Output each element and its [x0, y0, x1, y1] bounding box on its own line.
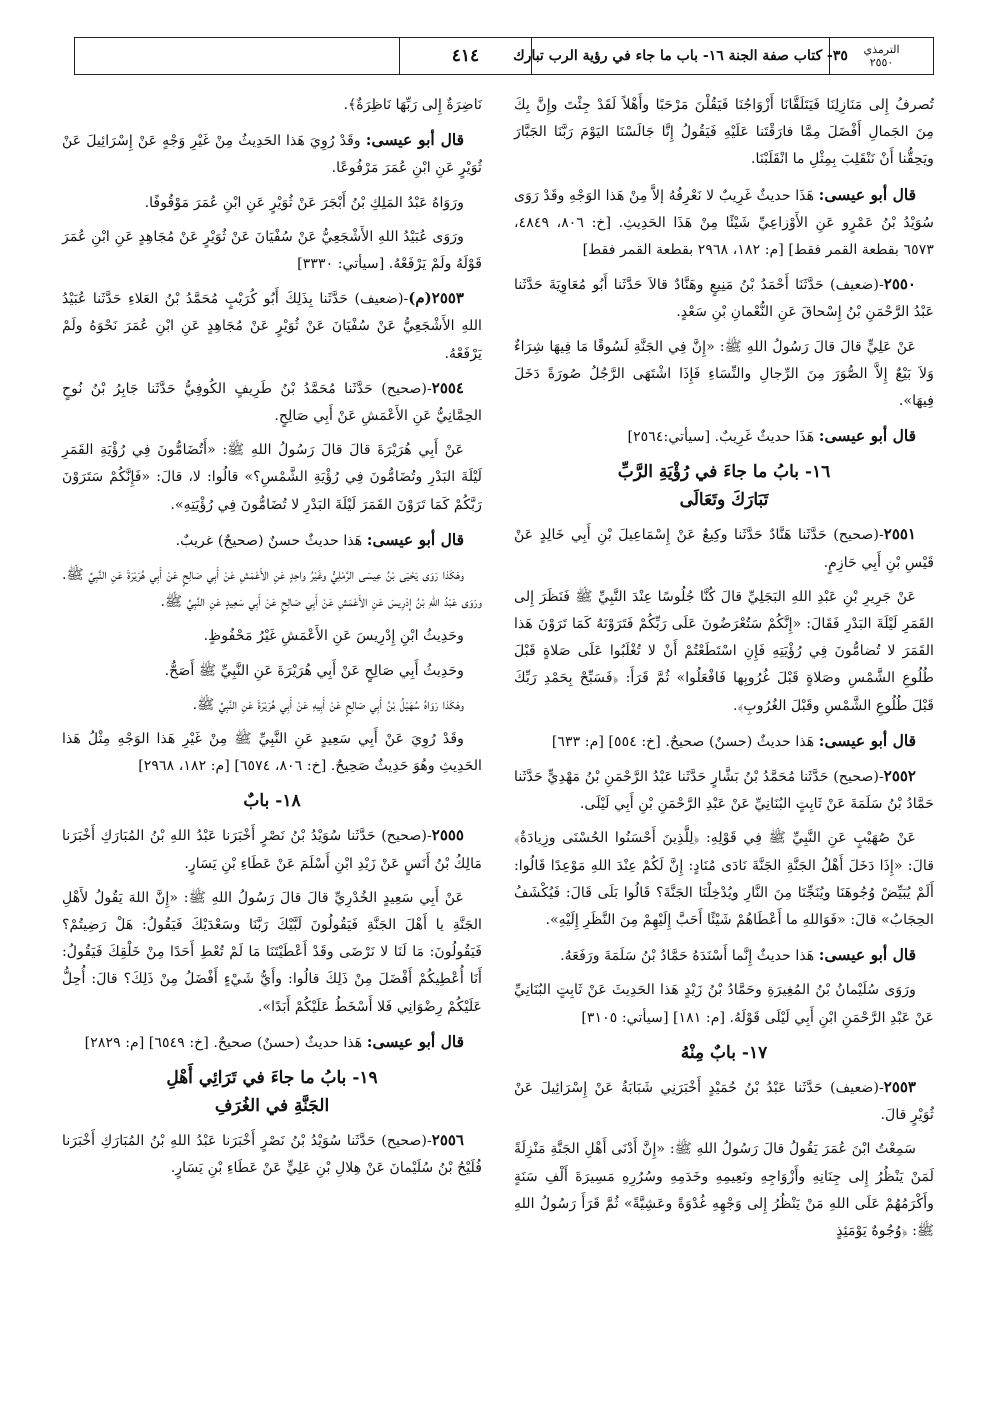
running-title: ٣٥- كتاب صفة الجنة ١٦- باب ما جاء في رؤية الرب تبارك — [531, 38, 829, 74]
hadith-text: عَنْ عَلِيٍّ قالَ قالَ رَسُولُ اللهِ ﷺ: «إِنَّ فِي الجَنَّةِ لَسُوقًا مَا فِيهَا شِرَاءٌ وَلاَ بَيْعٌ إِلاَّ الصُّوَرَ مِنَ الرِّجالِ والنِّسَاءِ فَإِذَا اشْتَهَى الرَّجُلُ صُورَةً دَخَلَ فِيهَا». — [514, 338, 934, 410]
hadith-text: عَنْ جَرِيرِ بْنِ عَبْدِ اللهِ البَجَلِيِّ قالَ كُنَّا جُلُوسًا عِنْدَ النَّبِيِّ ﷺ فَنَظَرَ إِلى القَمَرِ لَيْلَةَ البَدْرِ فَقَالَ: «إِنَّكُمْ سَتُعْرَضُونَ عَلَى رَبِّكُمْ فَتَرَوْنَهُ كَمَا تَرَوْنَ هَذا القَمَرَ لا تُضامُّونَ فِي رُؤْيَتِهِ فَإِنِ اسْتَطَعْتُمْ أَنْ لا تُغْلَبُوا عَلَى صَلاةٍ قَبْلَ طُلُوعِ الشَّمْسِ وصَلاةٍ قَبْلَ غُرُوبِها فَافْعَلُوا» ثُمَّ قَرَأَ: ﴿فَسَبِّحْ بِحَمْدِ رَبِّكَ قَبْلَ طُلُوعِ الشَّمْسِ وقَبْلَ الغُرُوبِ﴾. — [514, 588, 934, 714]
hadith-isnad — [62, 1127, 482, 1182]
hadith-grade — [514, 727, 934, 756]
hadith-isnad — [514, 521, 934, 576]
right-column — [514, 92, 934, 1382]
isnad-text: -(صحيح) حَدَّثَنا هَنَّادٌ حَدَّثَنا وكِيعٌ عَنْ إِسْمَاعِيلَ بْنِ أَبِي خَالِدٍ عَنْ قَيْسِ بْنِ أَبِي حَازِمٍ. — [514, 527, 934, 571]
comment-text: وقَدْ رُوِيَ هَذا الحَدِيثُ مِنْ غَيْرِ وَجْهٍ عَنْ إِسْرَائِيلَ عَنْ ثُوَيْرٍ عَنِ ابْنِ عُمَرَ مَرْفُوعًا. — [62, 133, 482, 177]
hadith-text: عَنْ أَبِي سَعِيدٍ الخُدْرِيِّ قالَ قالَ رَسُولُ اللهِ ﷺ: «إِنَّ اللهَ يَقُولُ لأَهْلِ الجَنَّةِ يا أَهْلَ الجَنَّةِ فَيَقُولُونَ لَبَّيْكَ رَبَّنَا وسَعْدَيْكَ فَيَقُولُ: هَلْ رَضِيتُمْ؟ فَيَقُولُونَ: مَا لَنَا لا نَرْضَى وقَدْ أَعْطَيْتَنَا مَا لَمْ تُعْطِ أَحَدًا مِنْ خَلْقِكَ فَيَقُولُ: أَنَا أُعْطِيكُمْ أَفْضَلَ مِنْ ذَلِكَ قالُوا: وأَيُّ شَيْءٍ أَفْضَلُ مِنْ ذَلِكَ؟ قالَ: أُحِلُّ عَلَيْكُمْ رِضْوَانِي فَلا أَسْخَطُ عَلَيْكُمْ أَبَدًا». — [62, 889, 482, 1015]
chapter-heading: ١٧- بابٌ مِنْهُ — [680, 1042, 768, 1063]
comment-text: هَذَا حديثٌ غَرِيبٌ لا نَعْرِفُهُ إلاَّ مِنْ هَذا الوَجْهِ وقَدْ رَوَى سُوَيْدُ بْنُ عَمْرٍو عَنِ الأَوْزاعِيِّ شَيْئًا مِنْ هَذَا الحَدِيثِ. [خ: ٨٠٦، ٤٨٤٩، ٦٥٧٣ بقطعة القمر فقط] [م: ١٨٢، ٢٩٦٨ بقطعة القمر فقط] — [514, 187, 934, 259]
paragraph — [514, 181, 934, 265]
hadith-grade — [62, 1028, 482, 1057]
isnad-text: -(صحيح) حَدَّثَنا سُوَيْدُ بْنُ نَصْرٍ أَخْبَرَنا عَبْدُ اللهِ بْنُ المُبَارَكِ أَخْبَرَنا فُلَيْحُ بْنُ سُلَيْمانَ عَنْ هِلالِ بْنِ عَلِيٍّ عَنْ عَطَاءِ بْنِ يَسَارٍ. — [62, 1133, 482, 1177]
grade-text: هَذا حديثٌ (حسنٌ) صحيحٌ. [خ: ٦٥٤٩] [م: ٢٨٢٩] — [84, 1034, 367, 1051]
paragraph: ورَوَى سُلَيْمانُ بْنُ المُغِيرَةِ وحَمَّادُ بْنُ زَيْدٍ هَذا الحَدِيثَ عَنْ ثَابِتٍ البُنَانِيِّ عَنْ عَبْدِ الرَّحْمَنِ ابْنِ أَبِي لَيْلَى قَوْلَهُ. [م: ١٨١] [سيأتي: ٣١٠٥] — [514, 982, 934, 1026]
isnad-text: -(صحيح) حَدَّثَنا مُحَمَّدُ بْنُ بَشَّارٍ حَدَّثَنا عَبْدُ الرَّحْمَنِ بْنُ مَهْدِيٍّ حَدَّثَنا حَمَّادُ بْنُ سَلَمَةَ عَنْ ثَابِتٍ البُنَانِيِّ عَنْ عَبْدِ الرَّحْمَنِ بْنِ أَبِي لَيْلَى. — [514, 769, 934, 813]
hadith-isnad — [62, 375, 482, 430]
paragraph: تُصرفُ إِلى مَنَازِلِنَا فَيَتَلَقَّانَا أَزْوَاجُنَا فَيَقُلْنَ مَرْحَبًا وأَهْلاً لَقَدْ جِئْتَ وإِنَّ بِكَ مِنَ الجَمالِ أَفْضَلَ مِمَّا فارَقْتَنا عَلَيْهِ فَيَقُولُ إِنَّا جَالَسْنَا اليَوْمَ رَبَّنَا الجَبَّارَ ويَحِقُّنا أَنْ نَنْقَلِبَ بِمِثْلِ ما انْقَلَبْنَا. — [514, 97, 934, 168]
hadith-number: ٢٥٥٥ — [431, 826, 464, 845]
abu-isa-label: قال أبو عيسى: — [818, 945, 916, 965]
left-column — [62, 92, 482, 1382]
isnad-text: -(ضعيف) حَدَّثَنا عَبْدُ بْنُ حُمَيْدٍ أَخْبَرَنِي شَبَابَةُ عَنْ إِسْرَائِيلَ عَنْ ثُوَيْرٍ قالَ. — [514, 1079, 934, 1124]
hadith-text: عَنْ أَبِي هُرَيْرَةَ قالَ قالَ رَسُولُ اللهِ ﷺ: «أَتُضَامُّونَ فِي رُؤْيَةِ القَمَرِ لَيْلَةَ البَدْرِ وتُضَامُّونَ فِي رُؤْيَةِ الشَّمْسِ؟» قالُوا: لا، قالَ: «فَإِنَّكُمْ سَتَرَوْنَ رَبَّكُمْ كَمَا تَرَوْنَ القَمَرَ لَيْلَةَ البَدْرِ لا تُضَامُّونَ فِي رُؤْيَتِهِ». — [62, 442, 482, 513]
hadith-isnad — [62, 822, 482, 877]
paragraph: وهَكَذا رَوَاهُ سُهَيْلُ بْنُ أَبِي صَالِحٍ عَنْ أَبِيهِ عَنْ أَبِي هُرَيْرَةَ عَنِ النَّبِيِّ ﷺ. — [192, 696, 464, 713]
hadith-grade — [62, 526, 482, 555]
hadith-number: ٢٥٥٢ — [883, 767, 916, 786]
hadith-text: عَنْ صُهَيْبٍ عَنِ النَّبِيِّ ﷺ فِي قَوْلِهِ: ﴿لِلَّذِينَ أَحْسَنُوا الحُسْنَى وزِيادَةٌ﴾ قالَ: «إِذَا دَخَلَ أَهْلُ الجَنَّةِ الجَنَّةَ نَادَى مُنَادٍ: إِنَّ لَكُمْ عِنْدَ اللهِ مَوْعِدًا قَالُوا: أَلَمْ يُبَيِّضْ وُجُوهَنَا ويُنَجِّنَا مِنَ النَّارِ ويُدْخِلْنَا الجَنَّةَ؟ قَالُوا بَلَى قَالَ: فَيُكْشَفُ الحِجَابُ» قالَ: «فَوَاللهِ ما أَعْطَاهُمْ شَيْئًا أَحَبَّ إِلَيْهِمْ مِنَ النَّظَرِ إِلَيْهِ». — [514, 830, 934, 929]
chapter-title-line: الجَنَّةِ في الغُرَفِ — [214, 1096, 330, 1117]
grade-text: هَذَا حديثٌ غَرِيبٌ. [سيأتي:٢٥٦٤] — [627, 429, 819, 446]
hadith-number: ٢٥٥٤ — [431, 378, 464, 397]
isnad-text: -(صحيح) حَدَّثَنا سُوَيْدُ بْنُ نَصْرٍ أَخْبَرَنا عَبْدُ اللهِ بْنُ المُبَارَكِ أَخْبَرَنا مَالِكُ بْنُ أَنَسٍ عَنْ زَيْدِ ابْنِ أَسْلَمَ عَنْ عَطَاءِ بْنِ يَسَارٍ. — [62, 828, 482, 872]
grade-text: هَذا حديثٌ حسنٌ (صحيحٌ) غريبٌ. — [175, 532, 367, 549]
paragraph: وهَكَذا رَوَى يَحْيَى بْنُ عِيسَى الرَّمْلِيُّ وغَيْرُ واحِدٍ عَنِ الأَعْمَشِ عَنْ أَبِي صَالِحٍ عَنْ أَبِي هُرَيْرَةَ عَنِ النَّبِيِّ ﷺ. ورَوَى عَبْدُ اللهِ بْنُ إِدْرِيسَ عَنِ الأَعْمَشِ عَنْ أَبِي صَالِحٍ عَنْ أَبِي سَعِيدٍ عَنِ النَّبِيِّ ﷺ. — [62, 567, 482, 611]
book-name: الترمذي — [863, 43, 900, 56]
chapter-heading: ١٨- بابٌ — [243, 791, 301, 812]
header-empty-cell — [75, 38, 399, 74]
paragraph: ورَوَاهُ عَبْدُ المَلِكِ بْنُ أَبْجَرَ عَنْ ثُوَيْرٍ عَنِ ابْنِ عُمَرَ مَوْقُوفًا. — [144, 194, 464, 211]
chapter-title-line: تَبَارَكَ وتَعَالَى — [679, 490, 769, 511]
abu-isa-label: قال أبو عيسى: — [818, 730, 916, 750]
paragraph: نَاضِرَةٌ إِلى رَبِّهَا نَاظِرَةٌ﴾. — [343, 97, 482, 113]
book-range: ٢٥٥٠ — [869, 56, 894, 69]
isnad-text: -(ضعيف) حَدَّثَنا بِذَلِكَ أَبُو كُرَيْبٍ مُحَمَّدُ بْنُ العَلاءِ حَدَّثَنا عُبَيْدُ اللهِ الأَشْجَعِيُّ عَنْ سُفْيَانَ عَنْ ثُوَيْرٍ عَنْ مُجَاهِدٍ عَنِ ابْنِ عُمَرَ نَحْوَهُ ولَمْ يَرْفَعْهُ. — [62, 291, 482, 362]
hadith-number: ٢٥٥١ — [883, 525, 916, 544]
chapter-heading — [514, 458, 934, 514]
hadith-grade — [514, 941, 934, 970]
abu-isa-label: قال أبو عيسى: — [818, 184, 916, 204]
chapter-title-line: ١٩- بابُ ما جاءَ في تَرَائِي أَهْلِ — [166, 1068, 378, 1089]
hadith-isnad — [514, 1074, 934, 1129]
paragraph: وقَدْ رُوِيَ عَنْ أَبِي سَعِيدٍ عَنِ النَّبِيِّ ﷺ مِنْ غَيْرِ هَذا الوَجْهِ مِثْلُ هَذا الحَدِيثِ وهُوَ حَدِيثٌ صَحِيحٌ. [خ: ٨٠٦، ٦٥٧٤] [م: ١٨٢، ٢٩٦٨] — [62, 731, 482, 775]
hadith-number: ٢٥٥٣ — [883, 1077, 916, 1096]
abu-isa-label: قال أبو عيسى: — [366, 529, 464, 549]
hadith-text: سَمِعْتُ ابْنَ عُمَرَ يَقُولُ قالَ رَسُولُ اللهِ ﷺ: «إِنَّ أَدْنَى أَهْلِ الجَنَّةِ مَنْزِلَةً لَمَنْ يَنْظُرُ إِلى جِنَانِهِ وأَزْوَاجِهِ ونَعِيمِهِ وخَدَمِهِ وسُرُرِهِ مَسِيرَةَ أَلْفِ سَنَةٍ وأَكْرَمُهُمْ عَلَى اللهِ مَنْ يَنْظُرُ إِلى وَجْهِهِ غُدْوَةً وعَشِيَّةً» ثُمَّ قَرَأَ رَسُولُ اللهِ ﷺ: ﴿وُجُوهٌ يَوْمَئِذٍ — [514, 1141, 934, 1239]
hadith-isnad — [514, 763, 934, 818]
isnad-text: -(صحيح) حَدَّثَنا مُحَمَّدُ بْنُ طَرِيفٍ الكُوفِيُّ حَدَّثَنا جَابِرُ بْنُ نُوحٍ الحِمَّانِيُّ عَنِ الأَعْمَشِ عَنْ أَبِي صَالِحٍ. — [62, 380, 482, 425]
page-number: ٤١٤ — [399, 38, 531, 74]
hadith-isnad — [62, 285, 482, 368]
hadith-grade — [514, 422, 934, 451]
hadith-isnad — [514, 271, 934, 326]
hadith-number: ٢٥٥٠ — [883, 275, 916, 294]
paragraph: وحَدِيثُ ابْنِ إِدْرِيسَ عَنِ الأَعْمَشِ غَيْرُ مَحْفُوظٍ. — [203, 628, 464, 645]
grade-text: هَذا حديثٌ (حسنٌ) صحيحٌ. [خ: ٥٥٤] [م: ٦٣٣] — [551, 733, 819, 750]
paragraph — [62, 126, 482, 182]
abu-isa-label: قال أبو عيسى: — [818, 426, 916, 446]
abu-isa-label: قال أبو عيسى: — [365, 130, 464, 150]
isnad-text: -(ضعيف) حَدَّثَنَا أَحْمَدُ بْنُ مَنِيعٍ وهَنَّادٌ قالاَ حَدَّثَنا أَبُو مُعَاوِيَةَ حَدَّثَنا عَبْدُ الرَّحْمَنِ بْنُ إِسْحاقَ عَنِ النُّعْمانِ بْنِ سَعْدٍ. — [514, 277, 934, 321]
paragraph: وحَدِيثُ أَبِي صَالِحٍ عَنْ أَبِي هُرَيْرَةَ عَنِ النَّبِيِّ ﷺ أَصَحُّ. — [164, 662, 464, 679]
grade-text: هَذا حديثٌ إِنَّما أَسْنَدَهُ حَمَّادُ بْنُ سَلَمَةَ ورَفَعَهُ. — [560, 948, 819, 965]
hadith-number: ٢٥٥٣(م) — [408, 289, 464, 308]
hadith-number: ٢٥٥٦ — [431, 1131, 464, 1150]
page-header — [74, 37, 934, 75]
paragraph: ورَوَى عُبَيْدُ اللهِ الأَشْجَعِيُّ عَنْ سُفْيَانَ عَنْ ثُوَيْرٍ عَنْ مُجَاهِدٍ عَنِ ابْنِ عُمَرَ قَوْلَهُ ولَمْ يَرْفَعْهُ. [سيأتي: ٣٣٣٠] — [62, 228, 482, 273]
chapter-heading — [62, 1064, 482, 1120]
abu-isa-label: قال أبو عيسى: — [366, 1031, 464, 1051]
chapter-title-line: ١٦- بابُ ما جاءَ في رُؤْيَةِ الرَّبِّ — [617, 462, 831, 483]
